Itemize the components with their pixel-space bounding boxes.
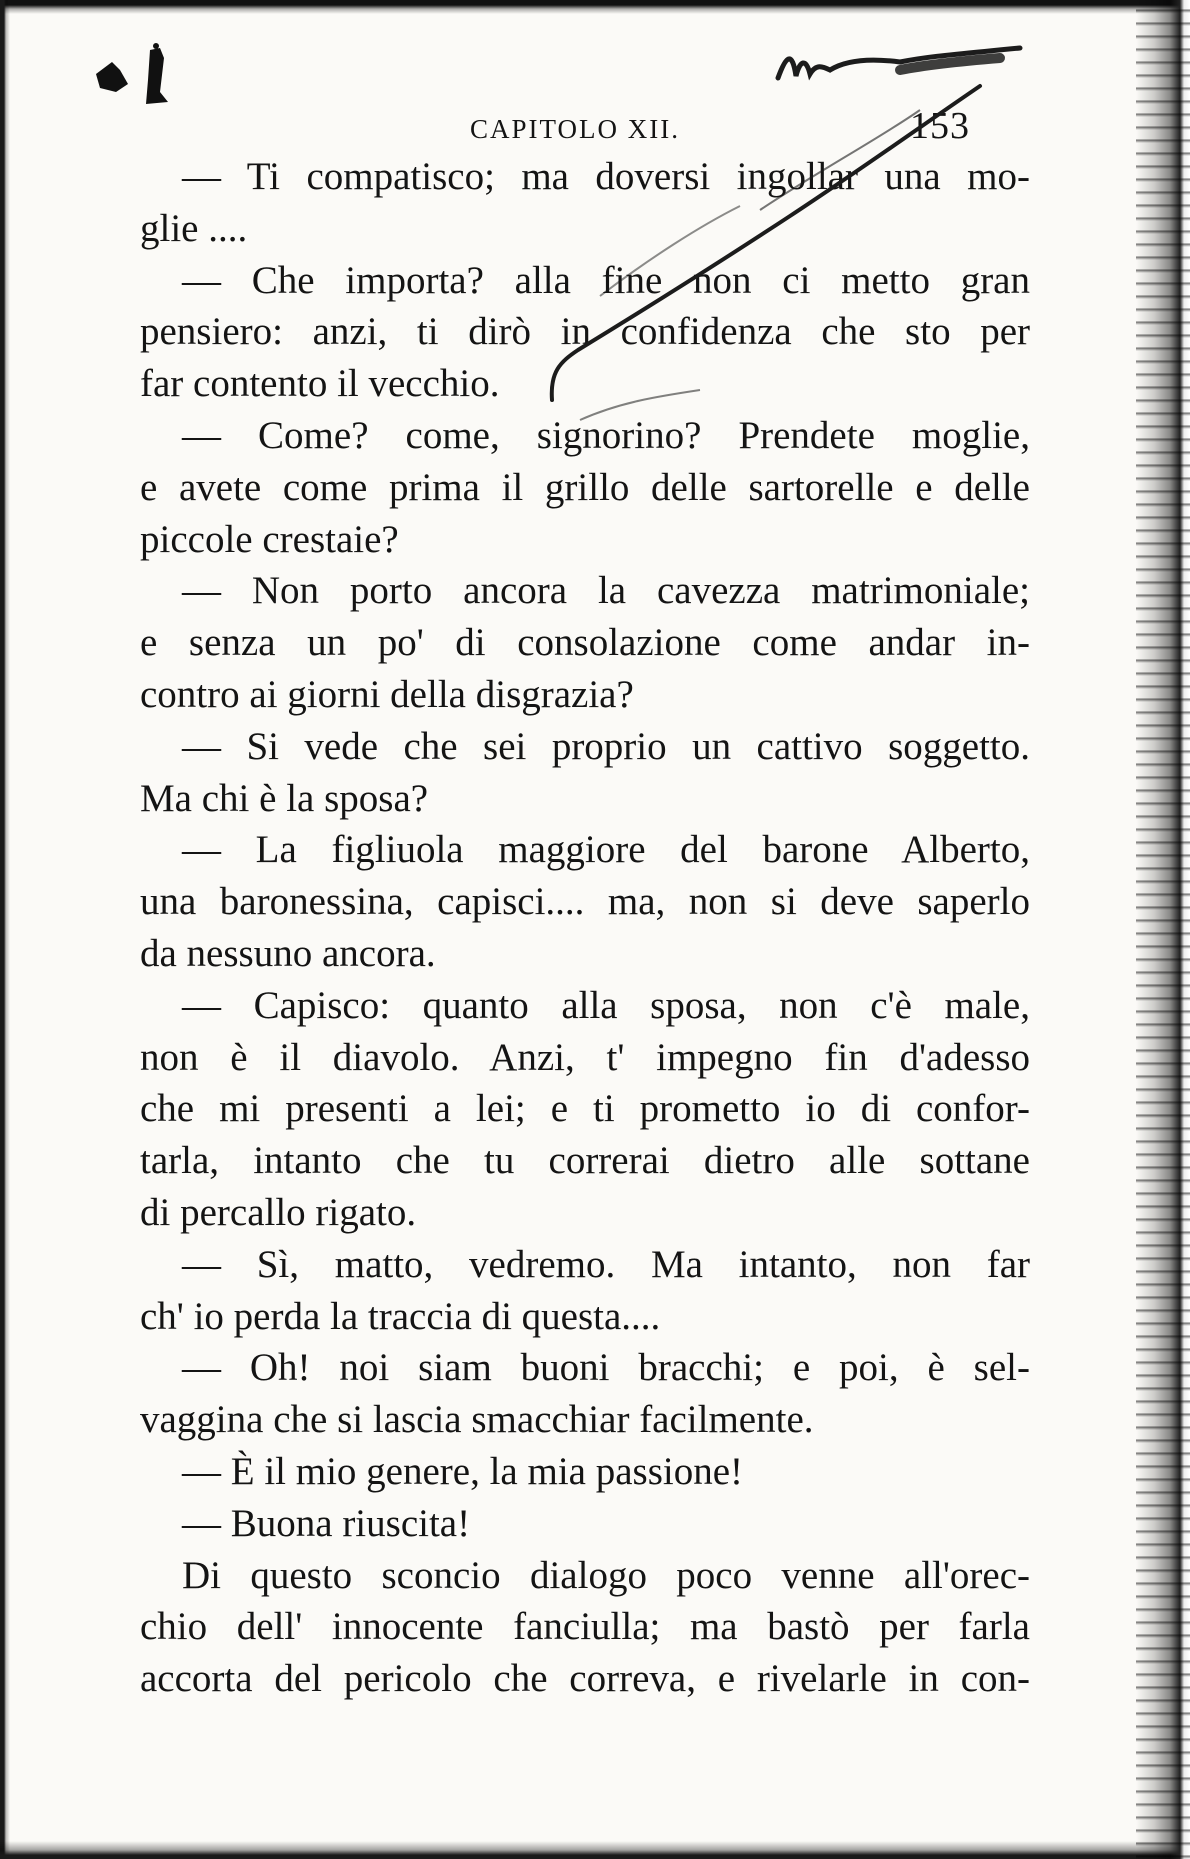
text-line: una baronessina, capisci.... ma, non si deve saperlo [140, 880, 1030, 924]
text-line: che mi presenti a lei; e ti prometto io di confor- [140, 1087, 1030, 1131]
page-number: 153 [910, 105, 970, 147]
page-header [140, 96, 1030, 148]
handwritten-scribble [778, 48, 1020, 78]
text-line: glie .... [140, 206, 248, 250]
text-line: — Buona riuscita! [182, 1501, 471, 1545]
text-line: — La figliuola maggiore del barone Alberto, [182, 828, 1030, 872]
text-line: — Come? come, signorino? Prendete moglie, [182, 413, 1030, 457]
page-binding-edge [1136, 0, 1190, 1859]
text-line: — Ti compatisco; ma doversi ingollar una mo- [182, 155, 1030, 198]
body-text [140, 151, 1030, 1811]
text-line: contro ai giorni della disgrazia? [140, 672, 634, 716]
text-line: e avete come prima il grillo delle sartorelle e delle [140, 465, 1030, 509]
text-line: chio dell' innocente fanciulla; ma bastò per farla [140, 1605, 1030, 1649]
text-line: — Capisco: quanto alla sposa, non c'è male, [182, 983, 1030, 1027]
text-line: Ma chi è la sposa? [140, 776, 429, 820]
text-line: e senza un po' di consolazione come andar in- [140, 621, 1030, 665]
text-line: ch' io perda la traccia di questa.... [140, 1294, 661, 1338]
text-line: — È il mio genere, la mia passione! [182, 1449, 744, 1493]
text-line: non è il diavolo. Anzi, t' impegno fin d'adesso [140, 1035, 1030, 1079]
scan-left-edge [0, 0, 10, 1859]
text-line: far contento il vecchio. [140, 362, 500, 406]
text-line: di percallo rigato. [140, 1190, 417, 1234]
text-line: — Che importa? alla fine non ci metto gran [182, 258, 1030, 302]
scan-bottom-edge [0, 1841, 1190, 1859]
text-line: — Oh! noi siam buoni bracchi; e poi, è sel- [182, 1346, 1030, 1390]
text-line: vaggina che si lascia smacchiar facilmente. [140, 1398, 814, 1442]
text-line: — Si vede che sei proprio un cattivo soggetto. [182, 724, 1030, 768]
text-line: Di questo sconcio dialogo poco venne all'orec- [182, 1553, 1030, 1597]
text-line: tarla, intanto che tu correrai dietro alle sottane [140, 1139, 1030, 1183]
text-line: pensiero: anzi, ti dirò in confidenza che sto per [140, 310, 1030, 354]
text-line: da nessuno ancora. [140, 931, 436, 975]
text-line: — Sì, matto, vedremo. Ma intanto, non far [182, 1242, 1030, 1286]
text-line: accorta del pericolo che correva, e rivelarle in con- [140, 1657, 1030, 1701]
text-line: — Non porto ancora la cavezza matrimoniale; [182, 569, 1030, 613]
scan-top-edge [0, 0, 1190, 14]
chapter-title: CAPITOLO XII. [470, 114, 680, 144]
text-line: piccole crestaie? [140, 517, 399, 561]
